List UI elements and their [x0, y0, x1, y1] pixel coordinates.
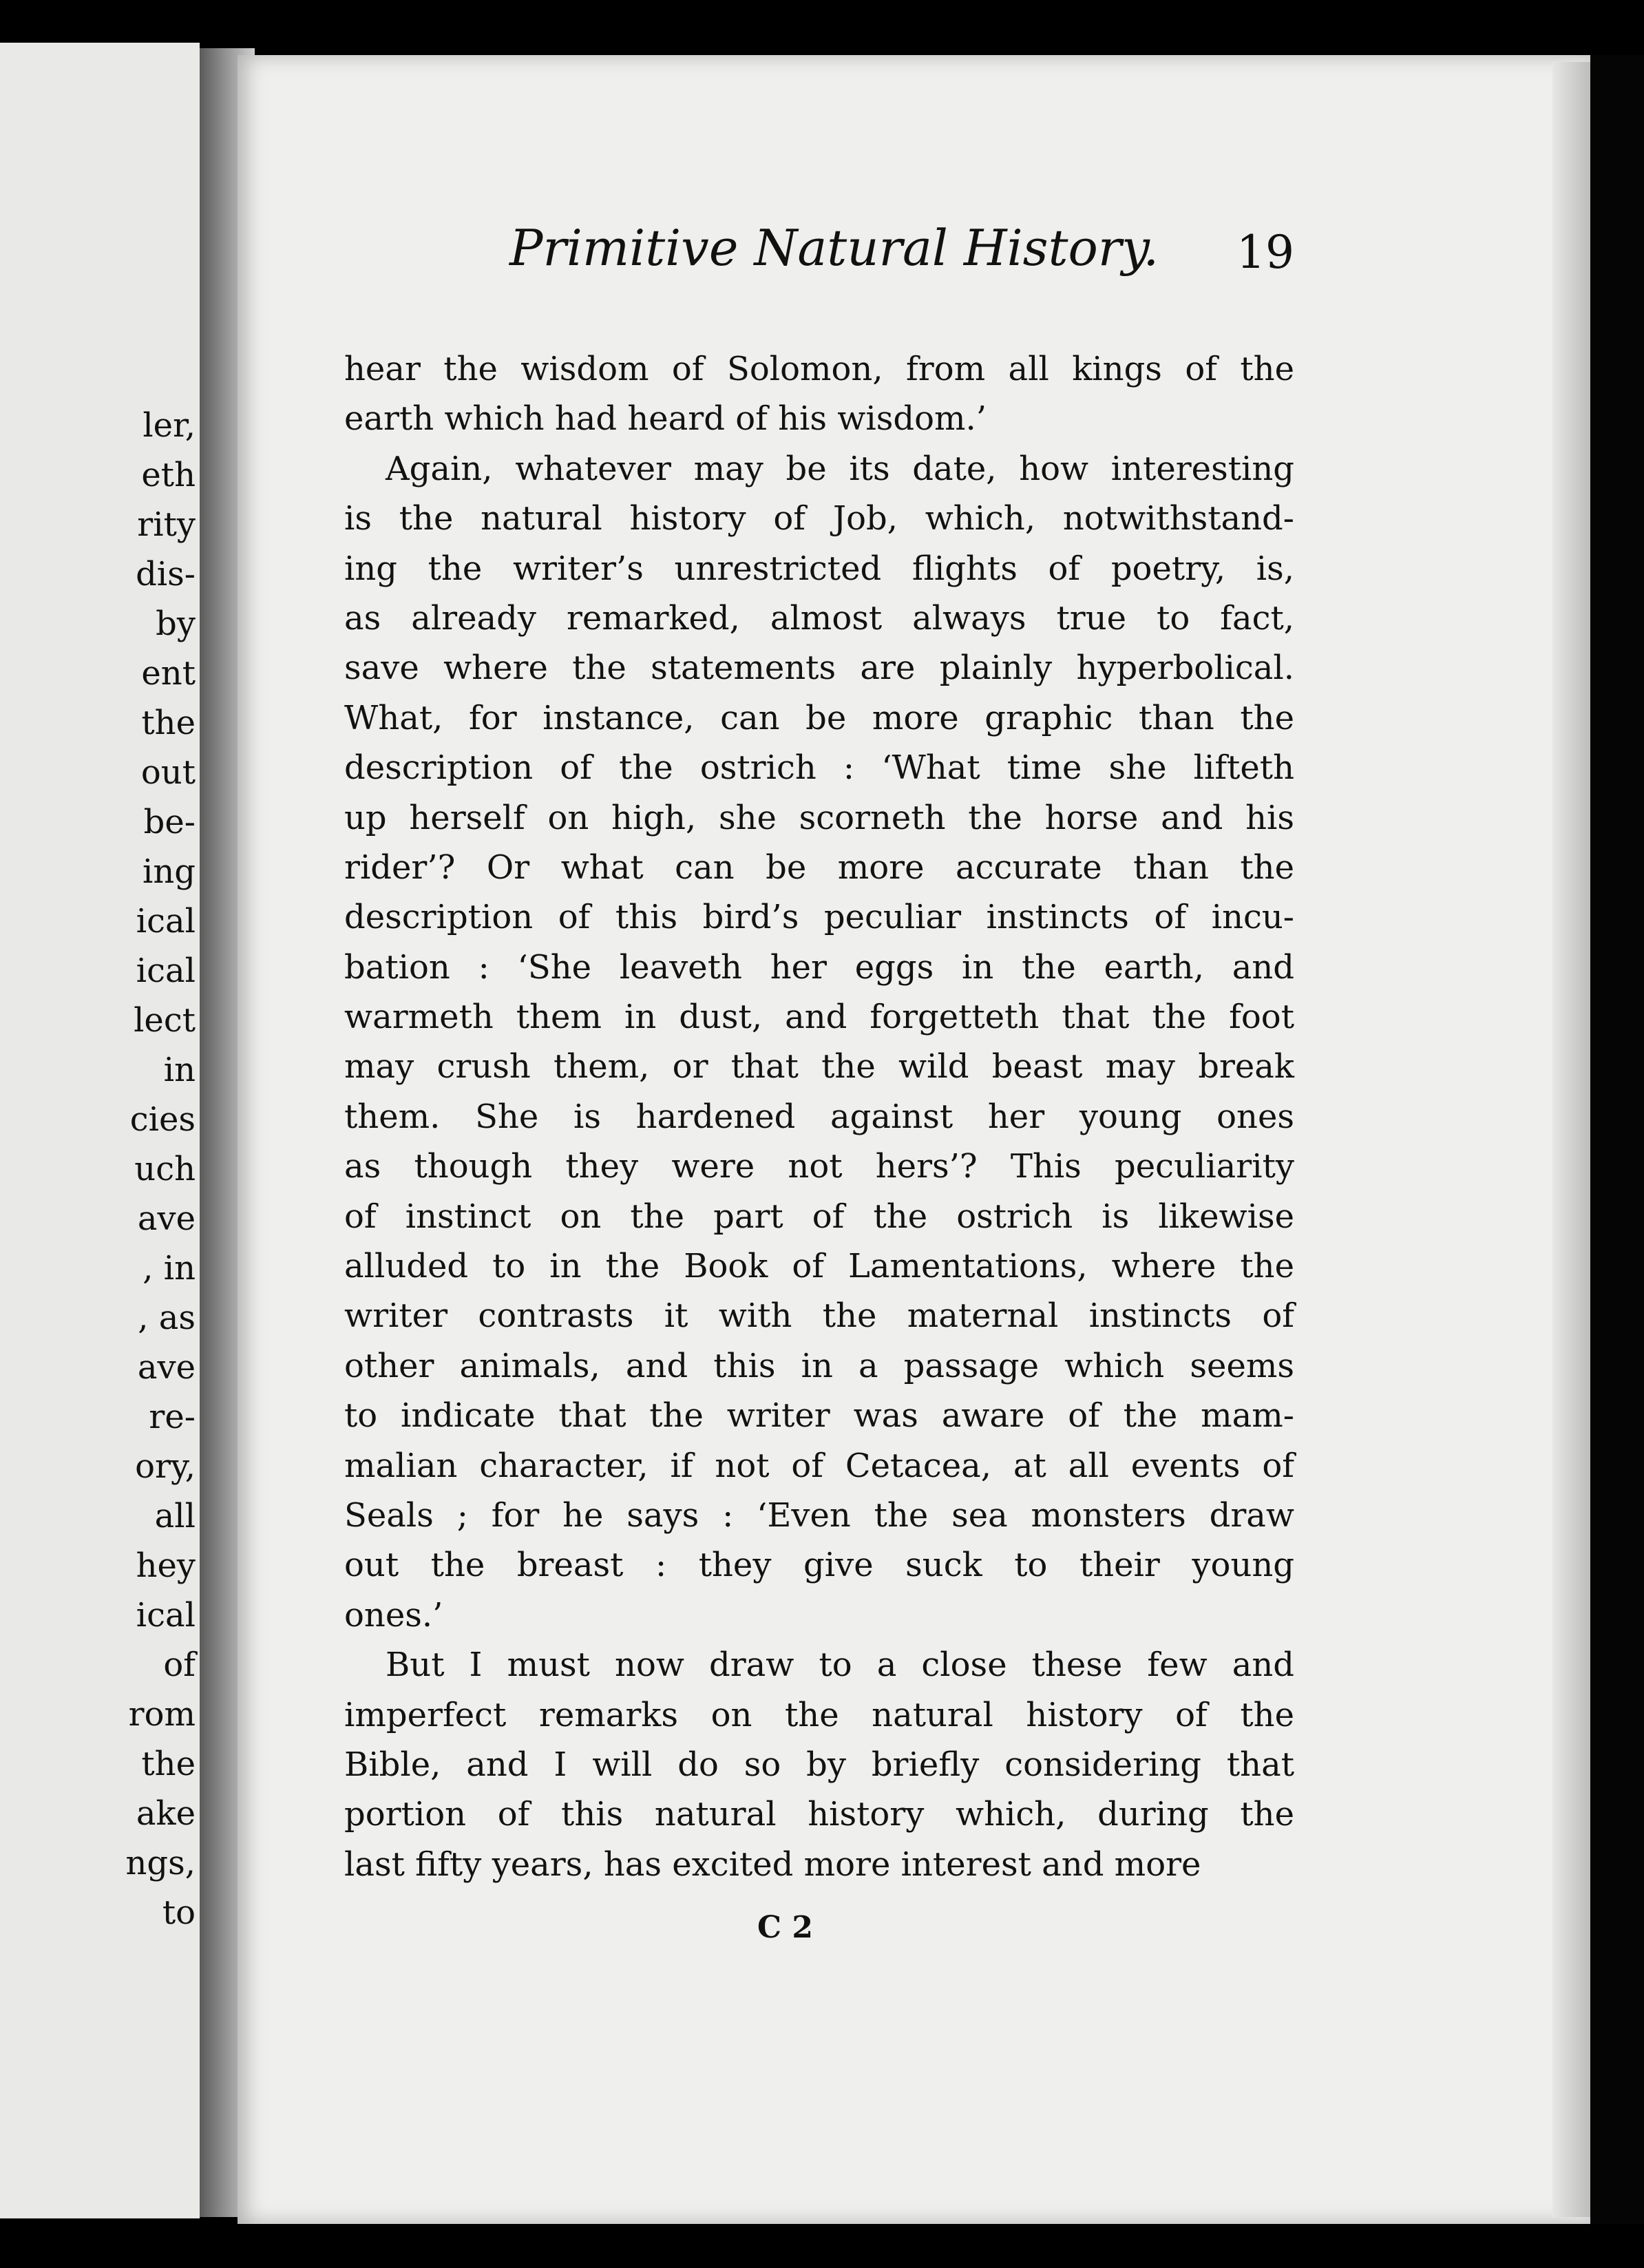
- text-line: Again, whatever may be its date, how interesting: [386, 449, 1294, 488]
- left-page-fragment: , in: [143, 1249, 196, 1288]
- left-page-fragment: all: [154, 1497, 196, 1535]
- left-page-fragment: ent: [141, 654, 196, 693]
- text-line: alluded to in the Book of Lamentations, where the: [344, 1247, 1294, 1286]
- left-page-fragment: cies: [129, 1100, 196, 1139]
- text-line: writer contrasts it with the maternal instincts of: [344, 1296, 1294, 1336]
- text-line: description of this bird’s peculiar instincts of incu-: [344, 898, 1294, 937]
- left-page-fragment: ake: [136, 1794, 196, 1833]
- page-header: [509, 207, 1377, 296]
- left-page-fragment: lect: [134, 1001, 196, 1040]
- text-line: Bible, and I will do so by briefly considering that: [344, 1745, 1294, 1784]
- scan-border: [1590, 55, 1644, 2224]
- left-page-fragment: ical: [136, 1596, 196, 1635]
- left-page-fragment: eth: [141, 456, 196, 494]
- text-line: imperfect remarks on the natural history of the: [344, 1695, 1294, 1734]
- left-page-fragment: the: [141, 1745, 196, 1783]
- left-page-fragment: the: [141, 704, 196, 742]
- left-page-fragment: in: [163, 1051, 196, 1089]
- left-page-fragment: ngs,: [125, 1844, 196, 1882]
- left-page-fragment: ing: [143, 852, 196, 891]
- text-line: out the breast : they give suck to their young: [344, 1546, 1294, 1585]
- left-page-fragment: by: [156, 605, 196, 643]
- text-line: But I must now draw to a close these few and: [386, 1646, 1294, 1685]
- text-line: save where the statements are plainly hyperbolical.: [344, 649, 1294, 688]
- left-page-fragment: hey: [136, 1546, 196, 1585]
- signature-mark: C 2: [757, 1910, 813, 1945]
- text-line: ones.’: [344, 1595, 443, 1635]
- left-page-fragment: , as: [138, 1299, 196, 1337]
- text-line: of instinct on the part of the ostrich is likewise: [344, 1197, 1294, 1236]
- left-page-text-fragments: [0, 401, 200, 1938]
- text-line: earth which had heard of his wisdom.’: [344, 399, 987, 439]
- text-line: warmeth them in dust, and forgetteth that the foot: [344, 998, 1294, 1037]
- left-facing-page: [0, 43, 200, 2218]
- left-page-fragment: ical: [136, 902, 196, 941]
- text-line: as already remarked, almost always true to fact,: [344, 598, 1294, 638]
- left-page-fragment: ical: [136, 952, 196, 990]
- text-line: them. She is hardened against her young ones: [344, 1097, 1294, 1136]
- left-page-fragment: out: [140, 753, 196, 792]
- text-line: to indicate that the writer was aware of the mam-: [344, 1396, 1294, 1436]
- left-page-fragment: ory,: [135, 1447, 196, 1486]
- text-line: other animals, and this in a passage which seems: [344, 1346, 1294, 1385]
- text-line: ing the writer’s unrestricted flights of poetry, is,: [344, 549, 1294, 588]
- text-line: hear the wisdom of Solomon, from all kings of the: [344, 350, 1294, 388]
- left-page-fragment: to: [162, 1893, 196, 1932]
- text-line: Seals ; for he says : ‘Even the sea monsters draw: [344, 1495, 1294, 1535]
- left-page-fragment: dis-: [136, 555, 196, 594]
- text-line: as though they were not hers’? This peculiarity: [344, 1147, 1294, 1186]
- body-text: [344, 344, 1294, 1889]
- left-page-fragment: uch: [134, 1150, 196, 1188]
- left-page-fragment: re-: [149, 1398, 196, 1436]
- left-page-fragment: ave: [137, 1348, 196, 1387]
- text-line: description of the ostrich : ‘What time she lifteth: [344, 748, 1294, 788]
- text-line: bation : ‘She leaveth her eggs in the earth, and: [344, 947, 1294, 987]
- left-page-fragment: rom: [128, 1695, 196, 1734]
- text-line: malian character, if not of Cetacea, at all events of: [344, 1446, 1294, 1485]
- left-page-fragment: ave: [137, 1199, 196, 1238]
- running-title: Primitive Natural History.: [509, 219, 1159, 277]
- text-line: What, for instance, can be more graphic than the: [344, 698, 1294, 737]
- left-page-fragment: of: [163, 1646, 196, 1684]
- page-number: 19: [1236, 226, 1294, 279]
- text-line: is the natural history of Job, which, notwithstand-: [344, 499, 1294, 538]
- text-line: up herself on high, she scorneth the horse and his: [344, 798, 1294, 837]
- left-page-fragment: ler,: [143, 406, 196, 445]
- left-page-fragment: rity: [137, 505, 196, 544]
- text-line: last fifty years, has excited more interest and more: [344, 1845, 1201, 1884]
- text-line: portion of this natural history which, during the: [344, 1795, 1294, 1834]
- text-line: rider’? Or what can be more accurate than the: [344, 848, 1294, 887]
- text-line: may crush them, or that the wild beast may break: [344, 1047, 1294, 1086]
- left-page-fragment: be-: [143, 803, 196, 841]
- page-edge: [1552, 62, 1590, 2217]
